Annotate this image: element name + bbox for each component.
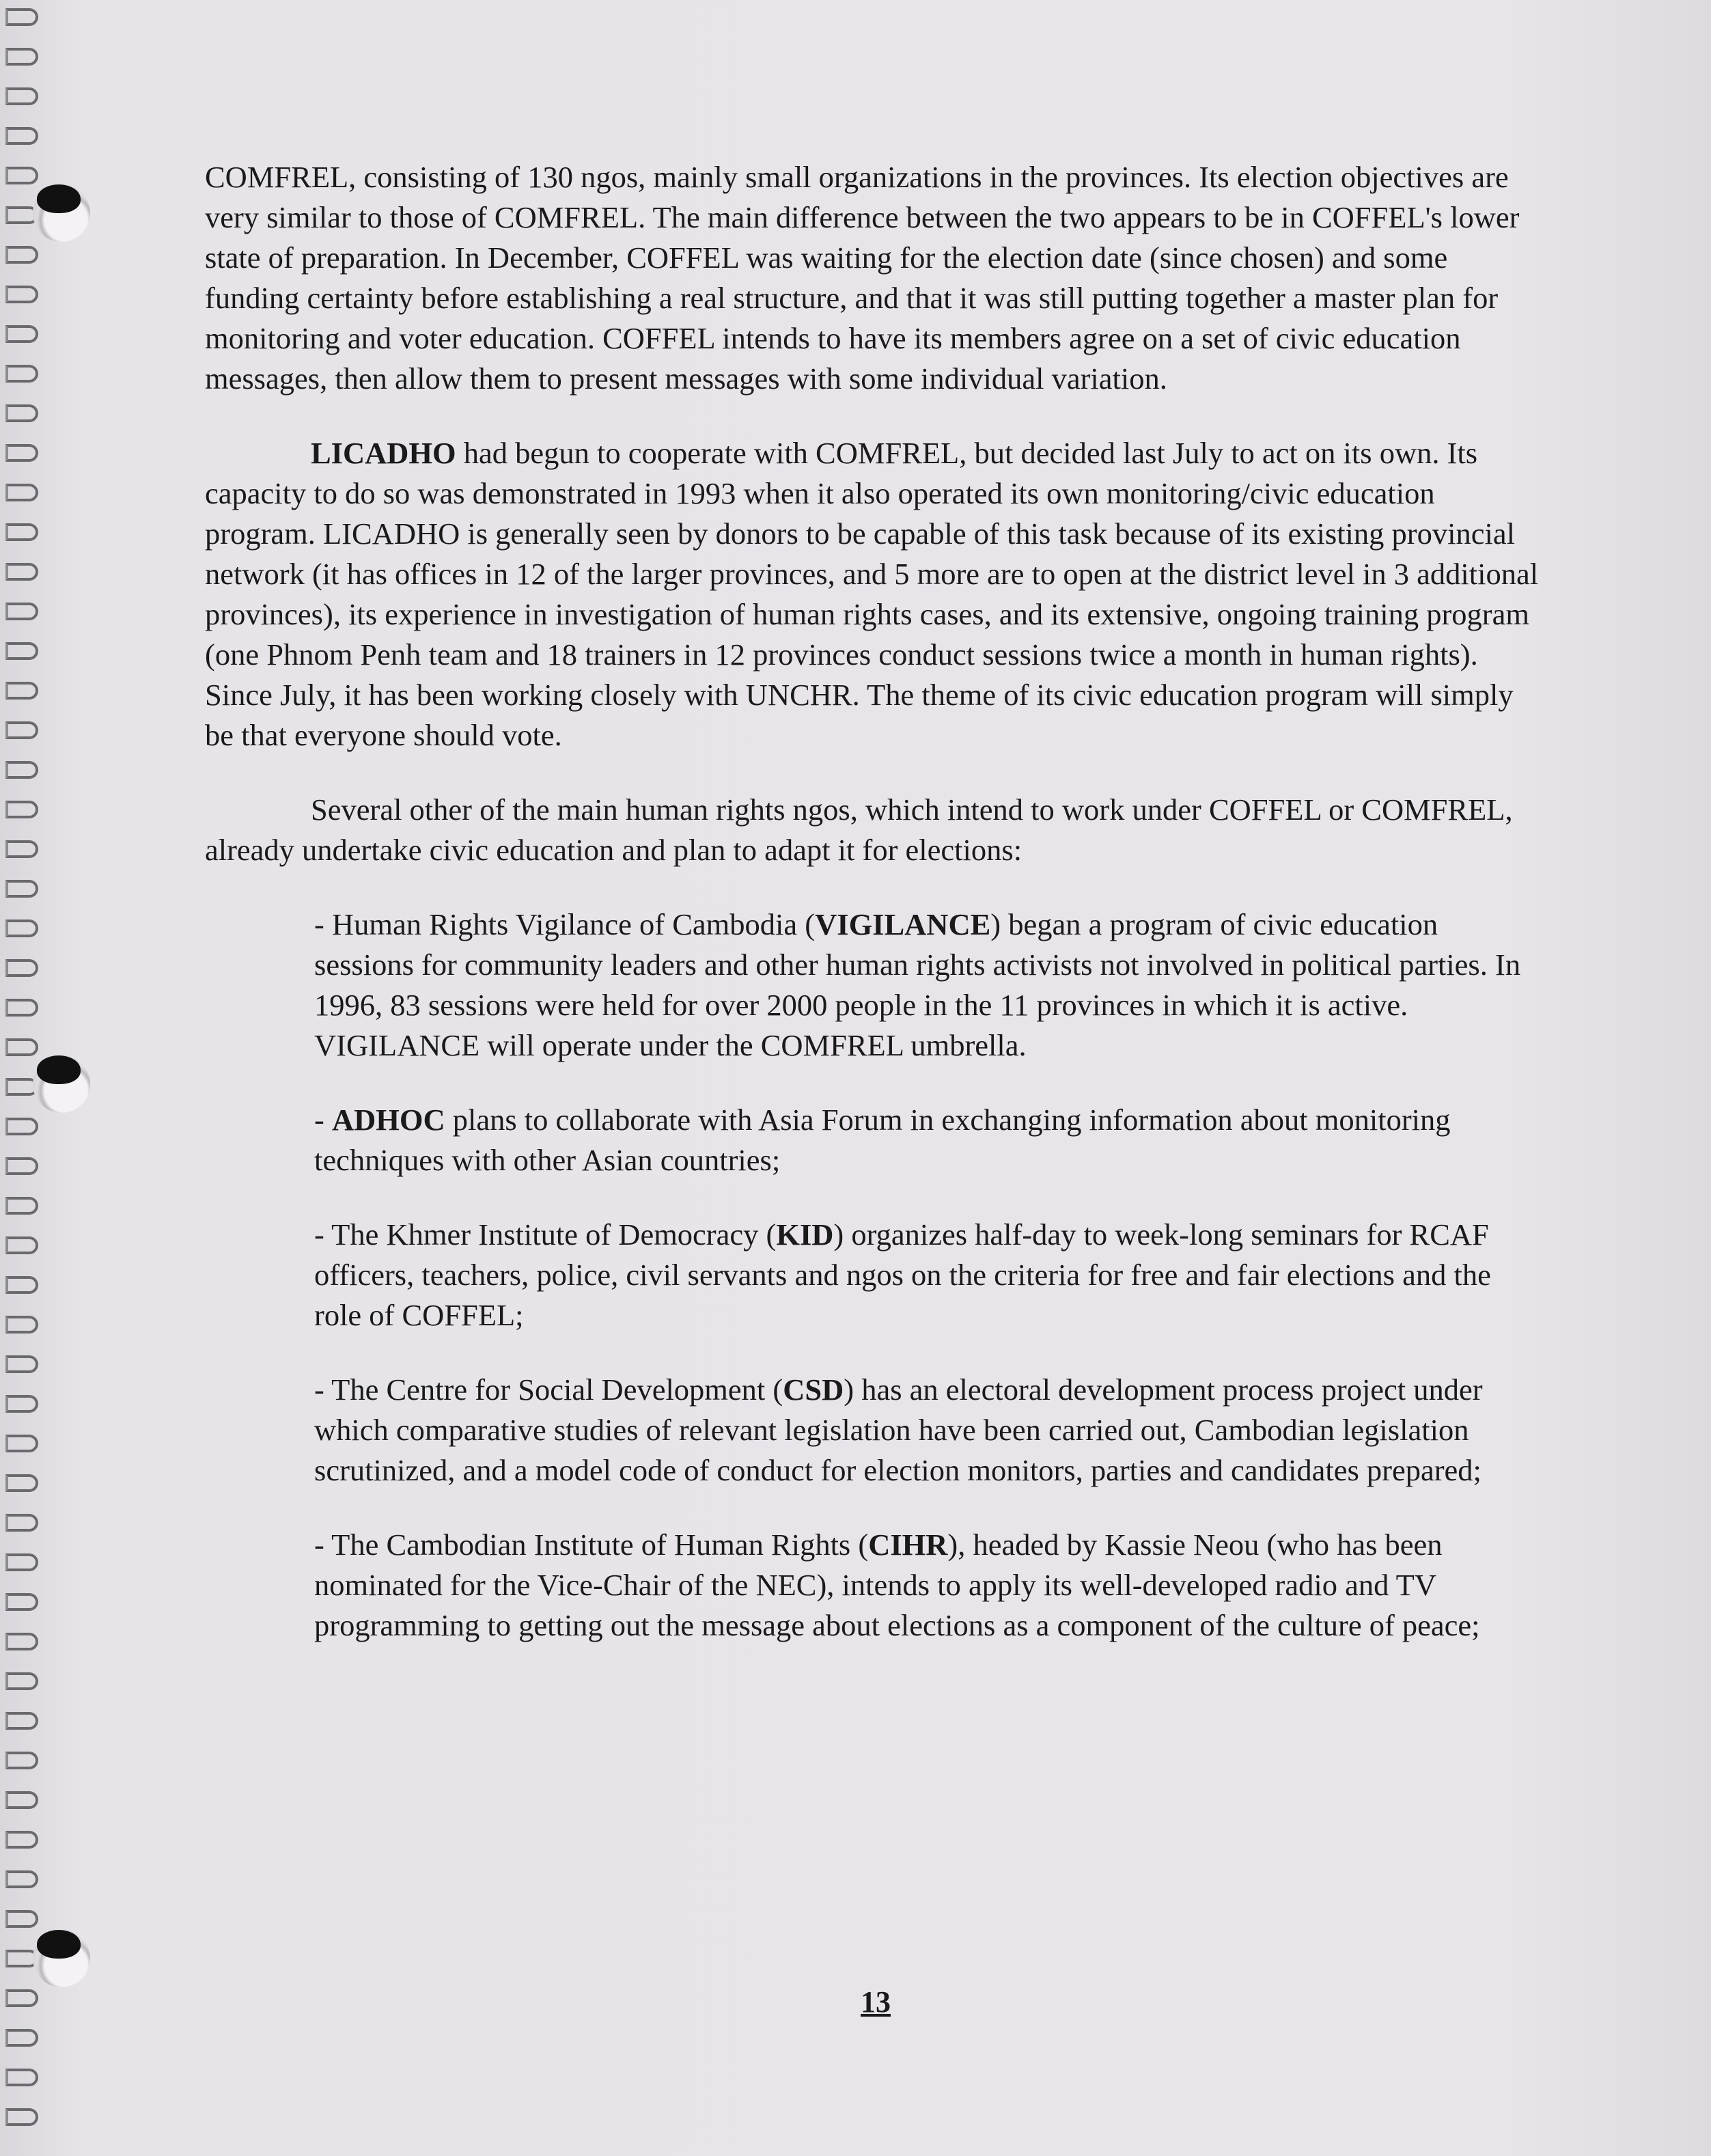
list-item-adhoc [205, 1100, 1544, 1180]
list-item-text: ), headed by Kassie Neou (who has been nominated for the Vice-Chair of the NEC), intends to apply its well-developed radio and TV programming to getting out the message about elections as a component of the culture of peace; [314, 1528, 1480, 1642]
binding-coil [5, 286, 38, 303]
binding-coil [5, 8, 38, 26]
binding-coil [5, 127, 38, 145]
binding-coil [5, 1870, 38, 1888]
org-name-vigilance: VIGILANCE [815, 907, 991, 941]
binding-coil [5, 1989, 38, 2007]
binding-coil [5, 2069, 38, 2086]
binding-coil [5, 1435, 38, 1452]
list-item-text: - The Centre for Social Development ( [314, 1372, 783, 1407]
list-item-text: ) has an electoral development process project under which comparative studies of relevant legislation have been carried out, Cambodian legislation scrutinized, and a model code of conduct for election monitors, parties and candidates prepared; [314, 1372, 1483, 1487]
binding-coil [5, 167, 38, 184]
binding-coil [5, 2108, 38, 2126]
binding-coil [5, 880, 38, 898]
binding-coil [5, 1791, 38, 1809]
list-item-text: - Human Rights Vigilance of Cambodia ( [314, 907, 816, 941]
binding-coil [5, 1197, 38, 1215]
org-name-kid: KID [776, 1217, 834, 1252]
binding-coil [5, 1593, 38, 1611]
list-item-cihr [205, 1525, 1544, 1646]
list-item-text: - The Khmer Institute of Democracy ( [314, 1217, 777, 1252]
binding-coil [5, 801, 38, 818]
binding-coil [5, 1752, 38, 1769]
binding-coil [5, 87, 38, 105]
list-item-csd [205, 1370, 1544, 1491]
binding-coil [5, 404, 38, 422]
binding-coil [5, 1712, 38, 1730]
binding-coil [5, 1553, 38, 1571]
binding-coil [5, 1514, 38, 1532]
binding-coil [5, 1038, 38, 1056]
org-name-adhoc: ADHOC [331, 1103, 445, 1137]
list-item-text: ) began a program of civic education sessions for community leaders and other human rights activists not involved in political parties. In 1996, 83 sessions were held for over 2000 people in the 11 provinces in which it is active. VIGILANCE will operate under the COMFREL umbrella. [314, 907, 1521, 1062]
binding-coil [5, 1910, 38, 1928]
list-item-text: plans to collaborate with Asia Forum in exchanging information about monitoring techniques with other Asian countries; [314, 1103, 1451, 1177]
binding-coil [5, 1474, 38, 1492]
binding-coil [5, 920, 38, 937]
binding-coil [5, 444, 38, 462]
body-text [205, 157, 1544, 1680]
paragraph-licadho [205, 433, 1544, 756]
paragraph-other-ngos: Several other of the main human rights ngos, which intend to work under COFFEL or COMFREL, already undertake civic education and plan to adapt it for elections: [205, 792, 1513, 867]
binding-coil [5, 1395, 38, 1413]
punch-hole-middle [33, 1055, 90, 1113]
binding-coil [5, 999, 38, 1017]
binding-coil [5, 1118, 38, 1135]
binding-coil [5, 603, 38, 620]
binding-coil [5, 1157, 38, 1175]
punch-hole-top [33, 184, 90, 242]
binding-coil [5, 1672, 38, 1690]
binding-coil [5, 642, 38, 660]
binding-coil [5, 682, 38, 700]
binding-coil [5, 721, 38, 739]
list-item-text: ) organizes half-day to week-long seminars for RCAF officers, teachers, police, civil servants and ngos on the criteria for free and fair elections and the role of COFFEL; [314, 1217, 1491, 1332]
binding-coil [5, 840, 38, 858]
binding-coil [5, 2029, 38, 2047]
org-name-csd: CSD [783, 1372, 844, 1407]
binding-coil [5, 365, 38, 383]
list-item-kid [205, 1215, 1544, 1336]
list-item-text: - [314, 1103, 332, 1137]
binding-coil [5, 1831, 38, 1849]
binding-coil [5, 484, 38, 501]
page-number: 13 [861, 1985, 891, 2019]
binding-coil [5, 1633, 38, 1650]
binding-coil [5, 325, 38, 343]
punch-hole-bottom [33, 1930, 90, 1987]
paragraph-coffel: COMFREL, consisting of 130 ngos, mainly small organizations in the provinces. Its election objectives are very similar to those of COMFREL. The main difference between the two appears to be in COFFEL's lower state of preparation. In December, COFFEL was waiting for the election date (since chosen) and some funding certainty before establishing a real structure, and that it was still putting together a master plan for monitoring and voter education. COFFEL intends to have its members agree on a set of civic education messages, then allow them to present messages with some individual variation. [205, 160, 1520, 396]
org-name-cihr: CIHR [868, 1528, 948, 1562]
binding-coil [5, 246, 38, 264]
binding-coil [5, 1355, 38, 1373]
binding-coil [5, 959, 38, 977]
binding-coil [5, 563, 38, 581]
org-name-licadho: LICADHO [311, 436, 456, 470]
binding-coil [5, 1276, 38, 1294]
binding-coil [5, 523, 38, 541]
list-item-vigilance [205, 904, 1544, 1066]
binding-coil [5, 761, 38, 779]
binding-coil [5, 1236, 38, 1254]
binding-coil [5, 1316, 38, 1333]
binding-coil [5, 48, 38, 66]
paragraph-licadho-text: had begun to cooperate with COMFREL, but decided last July to act on its own. Its capacity to do so was demonstrated in 1993 when it also operated its own monitoring/civic education program. LICADHO is generally seen by donors to be capable of this task because of its existing provincial network (it has offices in 12 of the larger provinces, and 5 more are to open at the district level in 3 additional provinces), its experience in investigation of human rights cases, and its extensive, ongoing training program (one Phnom Penh team and 18 trainers in 12 provinces conduct sessions twice a month in human rights). Since July, it has been working closely with UNCHR. The theme of its civic education program will simply be that everyone should vote. [205, 436, 1539, 752]
list-item-text: - The Cambodian Institute of Human Rights ( [314, 1528, 869, 1562]
